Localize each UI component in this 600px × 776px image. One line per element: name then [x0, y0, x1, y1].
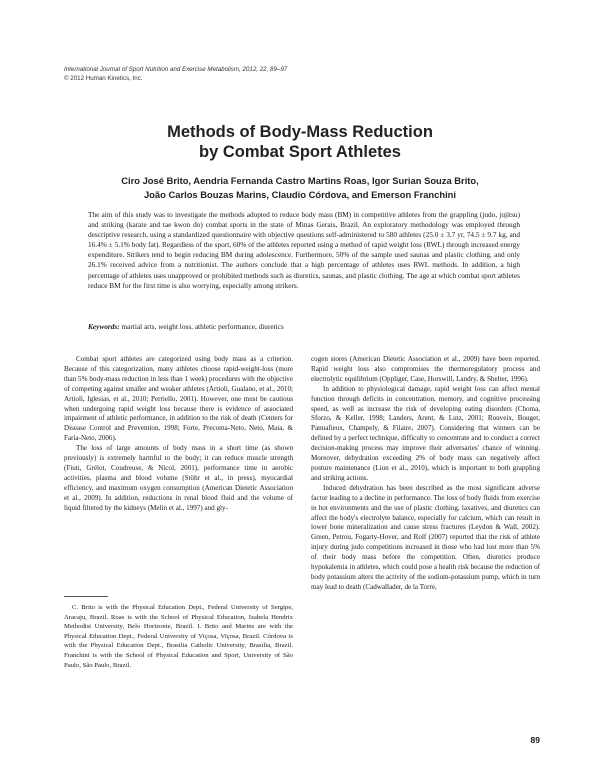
journal-citation: International Journal of Sport Nutrition and Exercise Metabolism, 2012, 22, 89–97	[64, 66, 288, 73]
abstract: The aim of this study was to investigate the methods adopted to reduce body mass (BM) in competitive athletes from the grappling (judo, jujitsu) and striking (karate and tae kwon do) combat sports in the state of Minas Gerais, Brazil. An exploratory methodology was employed through descriptive research, using a standardized questionnaire with objective questions self-administered to 580 athletes (25.0 ± 3.7 yr, 74.5 ± 9.7 kg, and 16.4% ± 5.1% body fat). Regardless of the sport, 60% of the athletes reported using a method of rapid weight loss (RWL) through increased energy expenditure. Strikers tend to begin reducing BM during adolescence. Furthermore, 50% of the sample used saunas and plastic clothing, and only 26.1% received advice from a nutritionist. The authors conclude that a high percentage of athletes uses RWL methods. In addition, a high percentage of athletes uses unapproved or prohibited methods such as diuretics, saunas, and plastic clothing. The age at which combat sport athletes reduce BM for the first time is also worrying, especially among strikers.	[88, 210, 520, 290]
article-title	[40, 122, 560, 162]
author-list	[40, 174, 560, 202]
body-column-left	[64, 355, 293, 514]
paragraph: The loss of large amounts of body mass in a short time (as shown previously) is extremely harmful to the body; it can reduce muscle strength (Fiuti, Grélot, Coudreuse, & Nicol, 2001), performance time in aerobic activities, plasma and blood volume (Stöhr et al., in press), myocardial efficiency, and maximum oxygen consumption (American Dietetic Association et al., 2009). In addition, reductions in renal blood fluid and the volume of liquid filtered by the kidneys (Melin et al., 1997) and gly-	[64, 444, 293, 512]
journal-header	[64, 66, 544, 83]
copyright-line: © 2012 Human Kinetics, Inc.	[64, 74, 143, 82]
title-line-1: Methods of Body-Mass Reduction	[167, 123, 433, 141]
page-number: 89	[530, 735, 540, 745]
keywords-text: martial arts, weight loss, athletic performance, diuretics	[121, 322, 284, 331]
footnote-text: C. Brito is with the Physical Education Dept., Federal University of Sergipe, Aracaju, Brazil. Roas is with the School of Physical Education, Izabela Hendrix Methodist University, Belo Horizonte, Brazil. I. Brito and Marins are with the Physical Education Dept., Federal University of Viçosa, Viçosa, Brazil. Córdova is with the Physical Education Dept., Brasilia Catholic University, Brasilia, Brazil. Franchini is with the School of Physical Education and Sport, University of São Paulo, São Paulo, Brazil.	[64, 604, 293, 669]
paragraph: Induced dehydration has been described as the most significant adverse factor leading to a decline in performance. The loss of body fluids from exercise in hot environments and the use of plastic clothing, laxatives, and diuretics can affect the body's electrolyte balance, especially for calcium, which can result in lower bone mineralization and cause stress fractures (Leydon & Wall, 2002). Green, Petrou, Fogarty-Hover, and Rolf (2007) reported that the risk of athlete injury during judo competitions increased in those who had lost more than 5% of their body mass before the competition. Often, diuretics produce hypokalemia in athletes, which could pose a health risk because the reduction of body potassium alters the activity of the sodium-potassium pump, which in turn may lead to death (Cadwallader, de la Torre,	[311, 483, 540, 591]
title-line-2: by Combat Sport Athletes	[199, 143, 401, 161]
authors-line-1: Ciro José Brito, Aendria Fernanda Castro Martins Roas, Igor Surian Souza Brito,	[121, 175, 479, 186]
paragraph: In addition to physiological damage, rapid weight loss can affect mental function through deficits in concentration, memory, and cognitive processing speed, as well as increase the risk of developing eating disorders (Choma, Sforzo, & Keller, 1998; Landers, Arent, & Lutz, 2001; Rouveix, Bouget, Pannafieux, Champely, & Filaire, 2007). Considering that winners can be defined by a perfect technique, difficulty to concentrate and to conduct a correct decision-making process may improve their adversaries' chance of winning. Moreover, dehydration exceeding 2% of body mass can negatively affect posture maintenance (Lion et al., 2010), which is important to both grappling and striking actions.	[311, 384, 540, 482]
footnote-divider	[64, 596, 108, 597]
paragraph: cogen stores (American Dietetic Association et al., 2009) have been reported. Rapid weight loss also compromises the thermoregulatory process and electrolytic equilibrium (Oppliger, Case, Horswill, Landry, & Shelter, 1996).	[311, 355, 540, 383]
body-column-right	[311, 355, 540, 593]
author-affiliations-footnote	[64, 603, 293, 670]
paragraph: Combat sport athletes are categorized using body mass as a criterion. Because of this categorization, many athletes choose rapid-weight-loss (more than 5% body-mass reduction in less than 1 week) procedures with the objective of competing against smaller and weaker athletes (Artioli, Gualano, et al., 2010; Artioli, Iglesias, et al., 2010; Perriello, 2001). However, one must be cautious when undergoing rapid weight loss because there is evidence of associated impairment of athletic performance, in addition to the risk of death (Centers for Disease Control and Prevention, 1998; Forte, Precoma-Neto, Neto, Maia, & Faria-Neto, 2006).	[64, 355, 293, 443]
authors-line-2: João Carlos Bouzas Marins, Claudio Córdova, and Emerson Franchini	[143, 189, 457, 200]
keywords-label: Keywords:	[88, 322, 120, 331]
keywords	[88, 322, 520, 332]
